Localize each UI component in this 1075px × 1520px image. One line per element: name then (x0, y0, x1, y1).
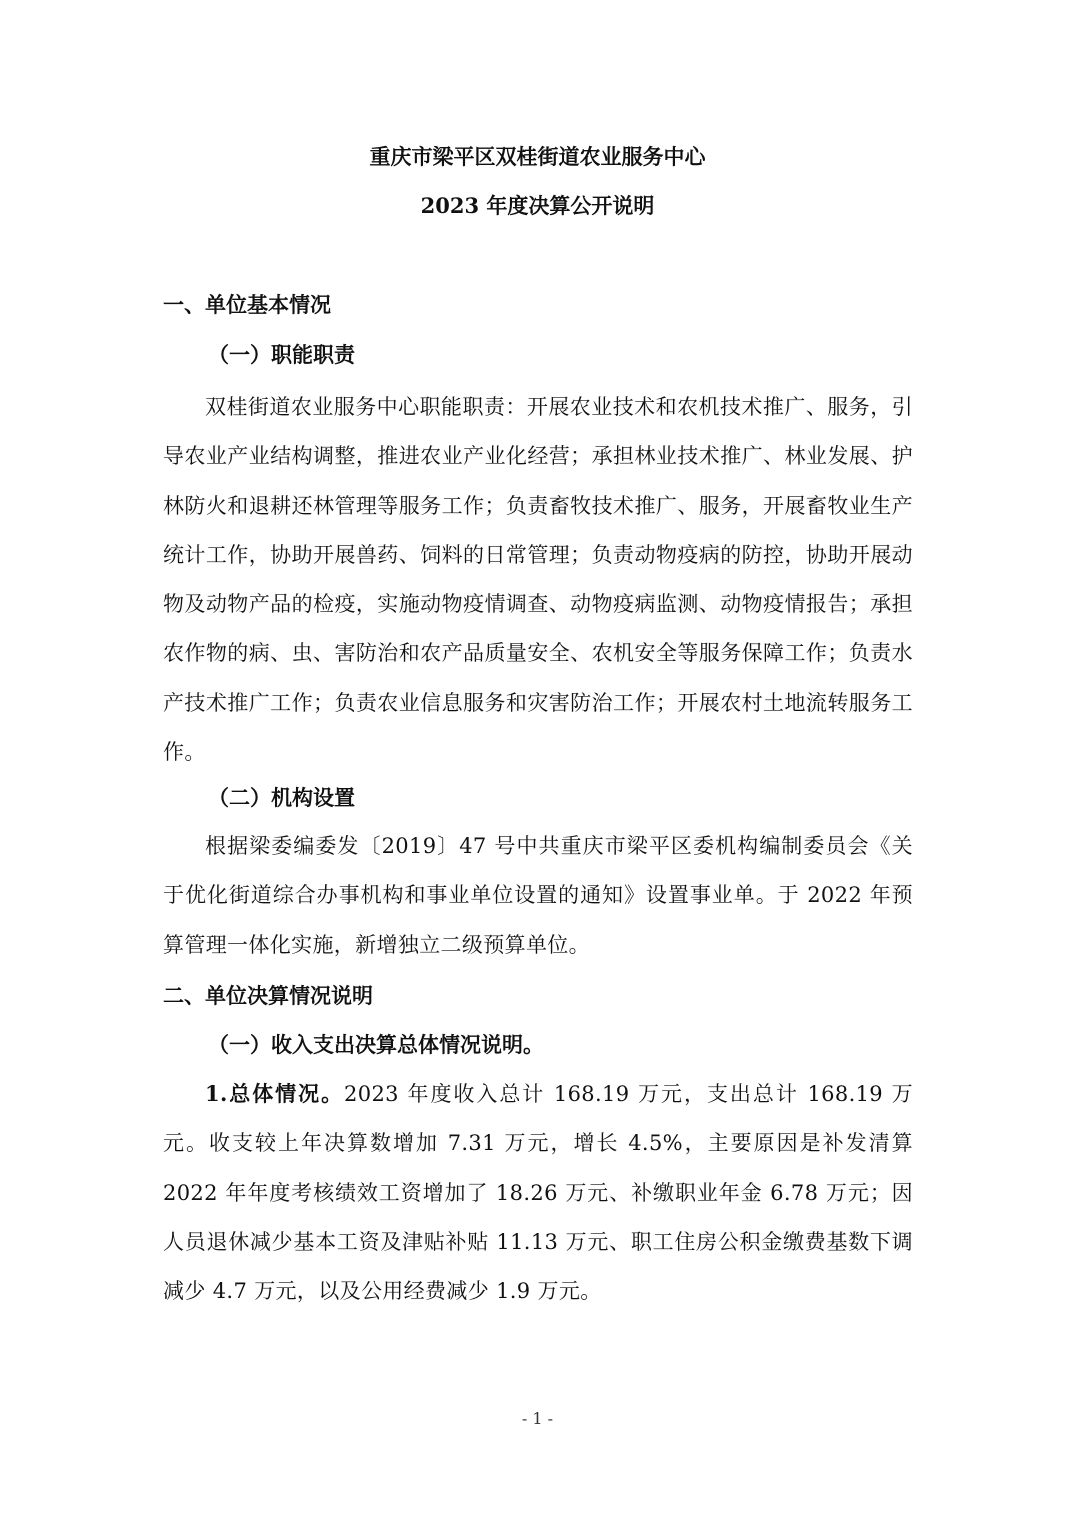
document-title-line-1: 重庆市梁平区双桂街道农业服务中心 (369, 144, 706, 169)
subsection-heading-duties: （一）职能职责 (208, 342, 355, 367)
overall-situation-lead: 1.总体情况。 (205, 1081, 345, 1106)
page-number: - 1 - (521, 1409, 554, 1428)
overall-situation-paragraph (163, 1069, 913, 1316)
section-heading-final-accounts: 二、单位决算情况说明 (163, 983, 373, 1008)
document-title-line-2: 2023 年度决算公开说明 (420, 193, 655, 218)
organization-paragraph: 根据梁委编委发〔2019〕47 号中共重庆市梁平区委机构编制委员会《关于优化街道综合办事机构和事业单位设置的通知》设置事业单。于 2022 年预算管理一体化实施，新增独立二级预算单位。 (163, 834, 913, 957)
subsection-heading-organization: （二）机构设置 (208, 785, 355, 810)
section-heading-basic-info: 一、单位基本情况 (163, 292, 331, 317)
overall-situation-text: 2023 年度收入总计 168.19 万元，支出总计 168.19 万元。收支较上年决算数增加 7.31 万元，增长 4.5%，主要原因是补发清算 2022 年年度考核绩效工资增加了 18.26 万元、补缴职业年金 6.78 万元；因人员退休减少基本工资及津贴补贴 11.13 万元、职工住房公积金缴费基数下调减少 4.7 万元，以及公用经费减少 1.9 万元。 (163, 1082, 914, 1304)
subsection-heading-income-expense: （一）收入支出决算总体情况说明。 (208, 1032, 544, 1057)
duties-paragraph: 双桂街道农业服务中心职能职责：开展农业技术和农机技术推广、服务，引导农业产业结构调整，推进农业产业化经营；承担林业技术推广、林业发展、护林防火和退耕还林管理等服务工作；负责畜牧技术推广、服务，开展畜牧业生产统计工作，协助开展兽药、饲料的日常管理；负责动物疫病的防控，协助开展动物及动物产品的检疫，实施动物疫情调查、动物疫病监测、动物疫情报告；承担农作物的病、虫、害防治和农产品质量安全、农机安全等服务保障工作；负责水产技术推广工作；负责农业信息服务和灾害防治工作；开展农村土地流转服务工作。 (163, 395, 913, 765)
